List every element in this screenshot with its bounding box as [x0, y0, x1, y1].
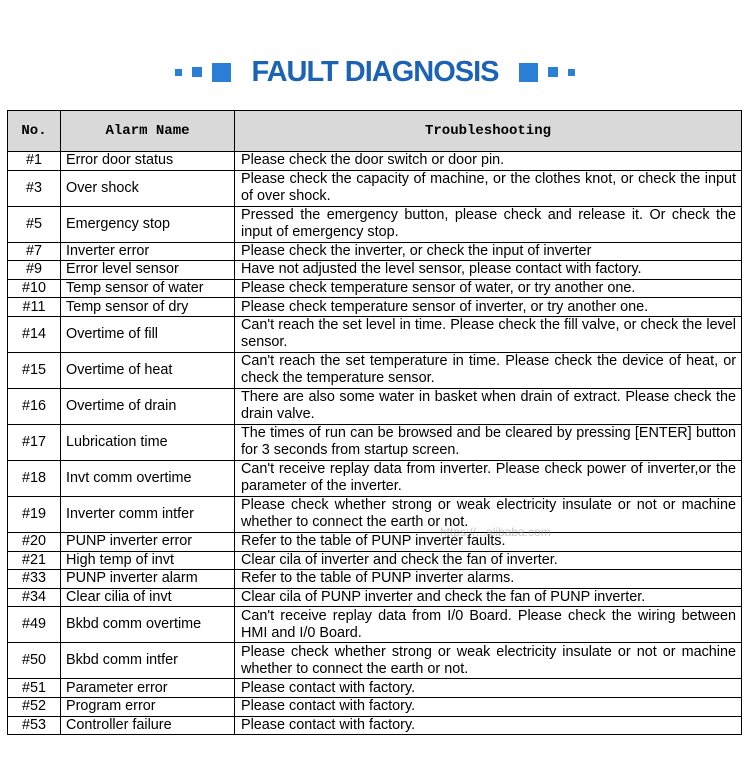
table-row: [8, 496, 742, 532]
page-title: FAULT DIAGNOSIS: [251, 55, 499, 88]
troubleshooting-text: Refer to the table of PUNP inverter alarms.: [235, 570, 742, 589]
alarm-name: Program error: [61, 697, 235, 716]
table-row: [8, 352, 742, 388]
table-row: [8, 716, 742, 735]
table-row: [8, 643, 742, 679]
medium-square-icon: [548, 67, 558, 77]
alarm-name: Inverter error: [61, 242, 235, 261]
table-row: [8, 152, 742, 171]
table-row: [8, 279, 742, 298]
troubleshooting-text: Please check temperature sensor of inverter, or try another one.: [235, 298, 742, 317]
fault-number: #7: [8, 242, 61, 261]
table-row: [8, 261, 742, 280]
alarm-name: Controller failure: [61, 716, 235, 735]
large-square-icon: [212, 63, 231, 82]
troubleshooting-text: Pressed the emergency button, please check and release it. Or check the input of emergency stop.: [235, 206, 742, 242]
fault-number: #34: [8, 588, 61, 607]
troubleshooting-text: There are also some water in basket when drain of extract. Please check the drain valve.: [235, 388, 742, 424]
alarm-name: Invt comm overtime: [61, 460, 235, 496]
troubleshooting-text: Please check temperature sensor of water, or try another one.: [235, 279, 742, 298]
troubleshooting-text: Please check the door switch or door pin.: [235, 152, 742, 171]
table-row: [8, 424, 742, 460]
troubleshooting-text: Please check the inverter, or check the input of inverter: [235, 242, 742, 261]
table-row: [8, 316, 742, 352]
alarm-name: Temp sensor of water: [61, 279, 235, 298]
fault-number: #16: [8, 388, 61, 424]
large-square-icon: [519, 63, 538, 82]
fault-number: #52: [8, 697, 61, 716]
fault-number: #20: [8, 532, 61, 551]
alarm-name: PUNP inverter error: [61, 532, 235, 551]
alarm-name: Inverter comm intfer: [61, 496, 235, 532]
troubleshooting-text: Please check the capacity of machine, or the clothes knot, or check the input of over shock.: [235, 170, 742, 206]
table-row: [8, 170, 742, 206]
troubleshooting-text: Have not adjusted the level sensor, please contact with factory.: [235, 261, 742, 280]
troubleshooting-text: Can't receive replay data from I/0 Board. Please check the wiring between HMI and I/0 Board.: [235, 607, 742, 643]
fault-number: #21: [8, 551, 61, 570]
fault-number: #3: [8, 170, 61, 206]
table-row: [8, 206, 742, 242]
table-header-row: [8, 111, 742, 152]
table-row: [8, 532, 742, 551]
alarm-name: Over shock: [61, 170, 235, 206]
alarm-name: Clear cilia of invt: [61, 588, 235, 607]
fault-number: #17: [8, 424, 61, 460]
fault-number: #14: [8, 316, 61, 352]
table-row: [8, 298, 742, 317]
fault-number: #51: [8, 679, 61, 698]
alarm-name: Lubrication time: [61, 424, 235, 460]
small-square-icon: [175, 69, 182, 76]
small-square-icon: [568, 69, 575, 76]
alarm-name: Temp sensor of dry: [61, 298, 235, 317]
table-row: [8, 697, 742, 716]
troubleshooting-text: Refer to the table of PUNP inverter faults.: [235, 532, 742, 551]
troubleshooting-text: Can't receive replay data from inverter. Please check power of inverter,or the parameter of the inverter.: [235, 460, 742, 496]
alarm-name: Error door status: [61, 152, 235, 171]
table-row: [8, 588, 742, 607]
fault-table: [7, 110, 742, 735]
fault-number: #5: [8, 206, 61, 242]
alarm-name: Overtime of heat: [61, 352, 235, 388]
table-row: [8, 607, 742, 643]
table-row: [8, 679, 742, 698]
troubleshooting-text: Please check whether strong or weak electricity insulate or not or machine whether to connect the earth or not.: [235, 643, 742, 679]
alarm-name: PUNP inverter alarm: [61, 570, 235, 589]
fault-number: #18: [8, 460, 61, 496]
fault-number: #1: [8, 152, 61, 171]
alarm-name: Parameter error: [61, 679, 235, 698]
fault-number: #50: [8, 643, 61, 679]
troubleshooting-text: Please contact with factory.: [235, 679, 742, 698]
fault-number: #49: [8, 607, 61, 643]
troubleshooting-text: Please contact with factory.: [235, 716, 742, 735]
table-body: [8, 152, 742, 735]
alarm-name: High temp of invt: [61, 551, 235, 570]
title-banner: [0, 52, 750, 92]
table-row: [8, 242, 742, 261]
fault-number: #19: [8, 496, 61, 532]
troubleshooting-text: Please check whether strong or weak electricity insulate or not or machine whether to connect the earth or not.: [235, 496, 742, 532]
table-row: [8, 460, 742, 496]
troubleshooting-text: Clear cila of PUNP inverter and check the fan of PUNP inverter.: [235, 588, 742, 607]
watermark: https://...alibaba.com: [440, 525, 551, 539]
troubleshooting-text: Please contact with factory.: [235, 697, 742, 716]
fault-number: #9: [8, 261, 61, 280]
alarm-name: Emergency stop: [61, 206, 235, 242]
fault-number: #11: [8, 298, 61, 317]
alarm-name: Bkbd comm overtime: [61, 607, 235, 643]
alarm-name: Error level sensor: [61, 261, 235, 280]
table-row: [8, 551, 742, 570]
alarm-name: Bkbd comm intfer: [61, 643, 235, 679]
troubleshooting-text: Clear cila of inverter and check the fan of inverter.: [235, 551, 742, 570]
medium-square-icon: [192, 67, 202, 77]
fault-number: #53: [8, 716, 61, 735]
fault-number: #10: [8, 279, 61, 298]
fault-number: #15: [8, 352, 61, 388]
troubleshooting-text: The times of run can be browsed and be cleared by pressing [ENTER] button for 3 seconds from startup screen.: [235, 424, 742, 460]
table-row: [8, 570, 742, 589]
alarm-name: Overtime of drain: [61, 388, 235, 424]
alarm-name: Overtime of fill: [61, 316, 235, 352]
column-header-troubleshooting: Troubleshooting: [235, 111, 742, 152]
column-header-alarm-name: Alarm Name: [61, 111, 235, 152]
fault-number: #33: [8, 570, 61, 589]
column-header-no: No.: [8, 111, 61, 152]
troubleshooting-text: Can't reach the set level in time. Please check the fill valve, or check the level sensor.: [235, 316, 742, 352]
troubleshooting-text: Can't reach the set temperature in time. Please check the device of heat, or check the temperature sensor.: [235, 352, 742, 388]
table-row: [8, 388, 742, 424]
